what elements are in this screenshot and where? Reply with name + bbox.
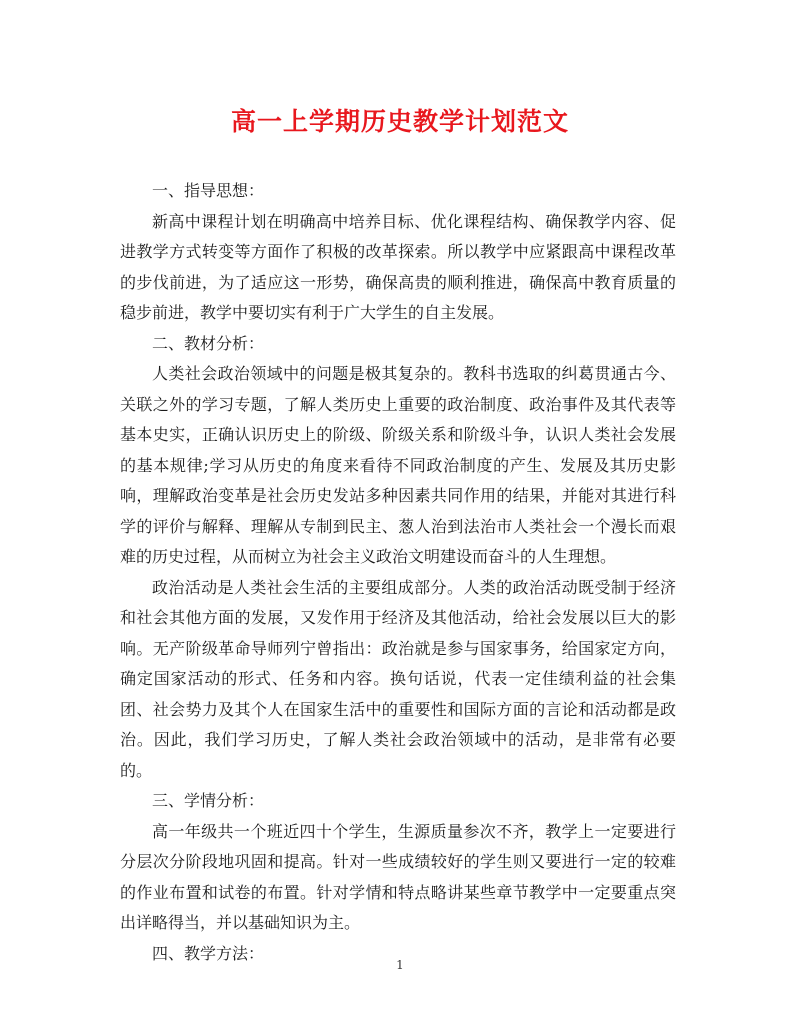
- section-heading-textbook-analysis: 二、教材分析：: [152, 333, 265, 353]
- paragraph-guiding-ideology: 新高中课程计划在明确高中培养目标、优化课程结构、确保教学内容、促进教学方式转变等方面作了积极的改革探索。所以教学中应紧跟高中课程改革的步伐前进，为了适应这一形势，确保高贵的顺利推进，确保高中教育质量的稳步前进，教学中要切实有利于广大学生的自主发展。: [120, 211, 676, 322]
- section-heading-guiding-ideology: 一、指导思想：: [152, 181, 265, 200]
- paragraph-textbook-analysis-2: 政治活动是人类社会生活的主要组成部分。人类的政治活动既受制于经济和社会其他方面的发展，又发作用于经济及其他活动，给社会发展以巨大的影响。无产阶级革命导师列宁曾指出：政治就是参与国家事务，给国家定方向，确定国家活动的形式、任务和内容。换句话说，代表一定佳绩利益的社会集团、社会势力及其个人在国家生活中的重要性和国际方面的言论和活动都是政治。因此，我们学习历史，了解人类社会政治领域中的活动，是非常有必要的。: [120, 577, 676, 780]
- paragraph-student-analysis: 高一年级共一个班近四十个学生，生源质量参次不齐，教学上一定要进行分层次分阶段地巩固和提高。针对一些成绩较好的学生则又要进行一定的较难的作业布置和试卷的布置。针对学情和特点略讲某些章节教学中一定要重点突出详略得当，并以基础知识为主。: [120, 821, 676, 932]
- section-heading-teaching-methods: 四、教学方法：: [152, 943, 265, 963]
- page-number: 1: [396, 958, 404, 972]
- paragraph-textbook-analysis-1: 人类社会政治领域中的问题是极其复杂的。教科书选取的纠葛贯通古今、关联之外的学习专题，了解人类历史上重要的政治制度、政治事件及其代表等基本史实，正确认识历史上的阶级、阶级关系和阶级斗争，认识人类社会发展的基本规律;学习从历史的角度来看待不同政治制度的产生、发展及其历史影响，理解政治变革是社会历史发站多种因素共同作用的结果，并能对其进行科学的评价与解释、理解从专制到民主、葱人治到法治市人类社会一个漫长而艰难的历史过程，从而树立为社会主义政治文明建设而奋斗的人生理想。: [120, 364, 676, 566]
- section-heading-student-analysis: 三、学情分析：: [152, 791, 265, 810]
- document-title: 高一上学期历史教学计划范文: [230, 107, 569, 136]
- document-body: [120, 176, 676, 969]
